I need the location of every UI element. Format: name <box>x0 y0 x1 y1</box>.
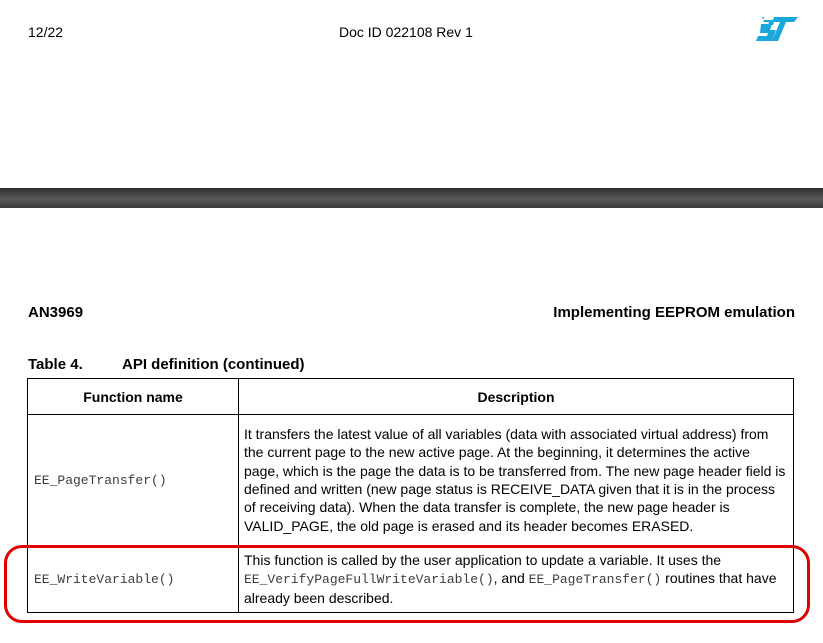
function-name-cell: EE_PageTransfer() <box>28 415 239 546</box>
doc-id-header: AN3969 <box>28 304 84 321</box>
table-number: Table 4. <box>28 356 83 373</box>
section-title: Implementing EEPROM emulation <box>553 304 795 321</box>
function-name-cell: EE_WriteVariable() <box>28 546 239 613</box>
function-reference: EE_PageTransfer() <box>528 571 662 587</box>
footer-page-number: 12/22 <box>28 24 64 40</box>
page-separator <box>0 188 823 208</box>
table-title: API definition (continued) <box>122 356 305 373</box>
footer-doc-ref: Doc ID 022108 Rev 1 <box>339 24 473 40</box>
table-row <box>28 415 794 546</box>
description-text: routines that have already been described. <box>244 569 777 607</box>
description-text: , and <box>493 569 529 586</box>
function-reference: EE_VerifyPageFullWriteVariable() <box>244 571 494 587</box>
st-logo-icon <box>756 16 798 42</box>
column-header-description: Description <box>239 379 794 415</box>
description-text: This function is called by the user application to update a variable. It uses the <box>244 551 722 568</box>
column-header-function: Function name <box>28 379 239 415</box>
table-header-row <box>28 379 794 415</box>
description-cell: It transfers the latest value of all variables (data with associated virtual address) from the current page to the new active page. At the beginning, it determines the active page, which is the page the data is to be transferred from. The new page header field is defined and written (new page status is RECEIVE_DATA given that it is in the process of receiving data). When the data transfer is complete, the new page header is VALID_PAGE, the old page is erased and its header becomes ERASED. <box>239 415 794 546</box>
highlight-annotation <box>4 545 810 623</box>
